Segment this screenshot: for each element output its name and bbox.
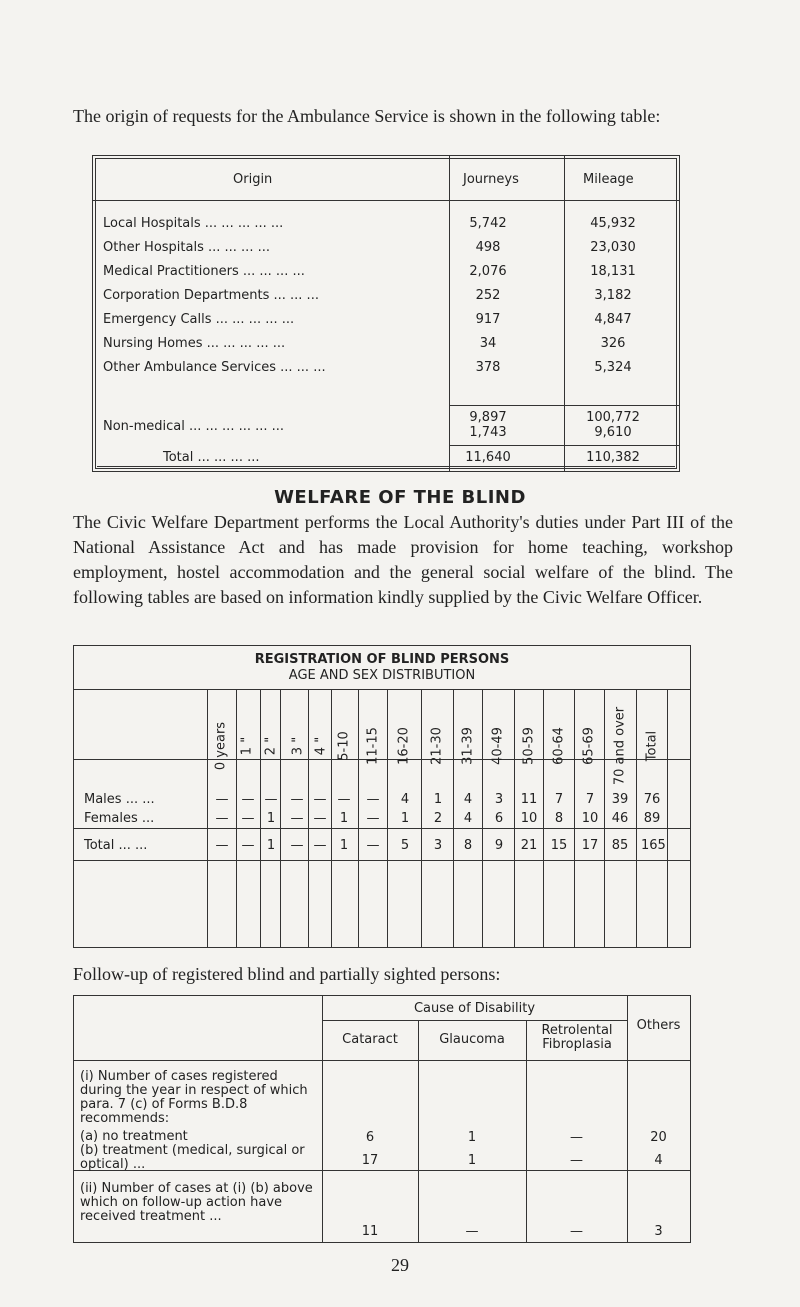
col-header: 60-64 xyxy=(551,727,567,765)
col-cataract: Cataract xyxy=(342,1032,398,1047)
col-header: 16-20 xyxy=(396,727,412,765)
journeys-header: Journeys xyxy=(463,172,519,187)
table-row: Corporation Departments ... ... ... 252 3,182 xyxy=(103,288,632,303)
followup-intro: Follow-up of registered blind and partially sighted persons: xyxy=(73,964,501,984)
col-header: 31-39 xyxy=(460,727,476,765)
table-row: Emergency Calls ... ... ... ... ... 917 4,847 xyxy=(103,312,632,327)
followup-table: Cause of Disability Cataract Glaucoma Retrolental Fibroplasia Others (i) Number of cases registered during the year in respect of which para. 7 (c) of Forms B.D.8 recommends: (a) no treatment 6 1 — 20 (b) treatment (medical, surgical or optical) ... 17 1 — 4 (ii) Number of cases at (i) (b) above which on follow-up action have received treatment ... 11 — — 3 xyxy=(73,995,691,1243)
welfare-paragraph: The Civic Welfare Department performs the Local Authority's duties under Part III of the National Assistance Act and has made provision for home teaching, workshop employment, hostel accommodation and the general social welfare of the blind. The following tables are based on information kindly supplied by the Civic Welfare Officer. xyxy=(73,512,733,607)
col-header: 70 and over xyxy=(612,706,628,786)
total-row: Total ... ... ... ... 11,640 110,382 xyxy=(163,450,640,465)
col-header: 11-15 xyxy=(365,727,381,765)
col-header: 0 years xyxy=(213,721,229,771)
subtotal-row: 9,897 100,772 xyxy=(469,410,640,425)
col-header: 65-69 xyxy=(581,727,597,765)
col-header: 5-10 xyxy=(336,731,352,761)
table-row: Other Hospitals ... ... ... ... 498 23,030 xyxy=(103,240,636,255)
col-glaucoma: Glaucoma xyxy=(439,1032,505,1047)
cause-header: Cause of Disability xyxy=(413,1001,536,1016)
col-header: 4 " xyxy=(313,736,329,756)
welfare-heading: WELFARE OF THE BLIND xyxy=(274,487,526,508)
col-header: 1 " xyxy=(239,736,255,756)
mileage-header: Mileage xyxy=(583,172,634,187)
registration-title: REGISTRATION OF BLIND PERSONS xyxy=(254,652,510,667)
col-header: 50-59 xyxy=(521,727,537,765)
origin-header: Origin xyxy=(233,172,273,187)
col-header: Total xyxy=(644,730,660,762)
registration-subtitle: AGE AND SEX DISTRIBUTION xyxy=(288,668,476,683)
col-header: 2 " xyxy=(263,736,279,756)
col-retrolental: Retrolental Fibroplasia xyxy=(541,1023,613,1052)
col-header: 40-49 xyxy=(490,727,506,765)
ambulance-table xyxy=(92,155,680,472)
intro-text: The origin of requests for the Ambulance Service is shown in the following table: xyxy=(73,106,661,126)
page-number: 29 xyxy=(391,1255,409,1275)
col-header: 21-30 xyxy=(429,727,445,765)
row2-text: (ii) Number of cases at (i) (b) above which on follow-up action have received treatment ... xyxy=(80,1181,313,1224)
row1b-text: (b) treatment (medical, surgical or optical) ... xyxy=(80,1143,305,1172)
table-row: Medical Practitioners ... ... ... ... 2,076 18,131 xyxy=(103,264,636,279)
registration-table: REGISTRATION OF BLIND PERSONS AGE AND SEX DISTRIBUTION 0 years 1 " 2 " 3 " 4 " 5-10 11-15 16-20 21-30 31-39 40-49 50-59 60-64 65-69 70 and over Total Males ... ... — — — — — — — 4 1 4 3 11 7 7 39 76 Females ... — — 1 — — 1 — 1 2 4 6 10 8 10 46 89 Total ... ... — — 1 — — 1 — 5 3 8 9 21 15 17 85 165 xyxy=(73,645,691,948)
row1-text: (i) Number of cases registered during the year in respect of which para. 7 (c) of Forms B.D.8 recommends: xyxy=(80,1069,308,1126)
table-row: Nursing Homes ... ... ... ... ... 34 326 xyxy=(103,336,626,351)
row1a-text: (a) no treatment xyxy=(80,1129,188,1144)
table-row: Local Hospitals ... ... ... ... ... 5,742 45,932 xyxy=(103,216,636,231)
table-row: Other Ambulance Services ... ... ... 378 5,324 xyxy=(103,360,632,375)
non-medical-row: Non-medical ... ... ... ... ... ... 1,743 9,610 xyxy=(103,419,632,440)
col-header: 3 " xyxy=(290,736,306,756)
col-others: Others xyxy=(636,1018,681,1033)
